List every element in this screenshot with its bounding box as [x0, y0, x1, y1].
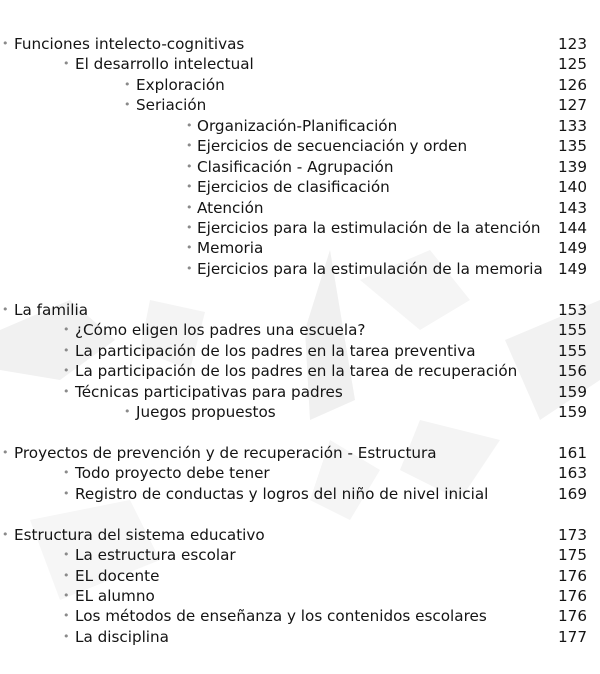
toc-entry [0, 300, 600, 320]
toc-entry-label: Organización-Planificación [197, 116, 398, 135]
toc-entry [0, 586, 600, 606]
bullet-icon: • [63, 384, 70, 398]
toc-entry [0, 34, 600, 54]
toc-section [0, 525, 600, 648]
toc-entry-page: 143 [558, 198, 587, 217]
toc-entry [0, 259, 600, 279]
bullet-icon: • [63, 548, 70, 562]
toc-entry-label: Funciones intelecto-cognitivas [14, 35, 245, 53]
bullet-icon: • [186, 200, 193, 214]
toc-entry-label: Estructura del sistema educativo [14, 525, 265, 544]
toc-entry-label: EL docente [75, 566, 160, 585]
toc-entry-label: Exploración [136, 75, 225, 94]
toc-entry-label: Los métodos de enseñanza y los contenidos escolares [75, 607, 487, 626]
bullet-icon: • [124, 404, 131, 418]
bullet-icon: • [186, 159, 193, 173]
toc-entry [0, 95, 600, 115]
toc-entry-page: 155 [558, 321, 587, 340]
bullet-icon: • [63, 343, 70, 357]
toc-entry-page: 155 [558, 341, 587, 360]
toc-entry-label: Memoria [197, 239, 264, 258]
toc-entry-page: 125 [558, 55, 587, 74]
toc-entry-page: 176 [558, 566, 587, 585]
toc-entry-page: 156 [558, 362, 587, 381]
toc-entry [0, 606, 600, 626]
toc-entry-label: Seriación [136, 96, 207, 115]
toc-entry [0, 116, 600, 136]
toc-entry-page: 135 [558, 137, 587, 156]
toc-entry [0, 198, 600, 218]
toc-entry-label: Clasificación - Agrupación [197, 157, 394, 176]
bullet-icon: • [2, 302, 9, 316]
toc-entry-label: La familia [14, 300, 89, 319]
toc-entry-page: 161 [558, 443, 587, 462]
toc-entry [0, 341, 600, 361]
bullet-icon: • [124, 77, 131, 91]
toc-entry [0, 157, 600, 177]
toc-section [0, 300, 600, 423]
bullet-icon: • [186, 220, 193, 234]
toc-entry-label: El desarrollo intelectual [75, 55, 254, 74]
toc-entry [0, 627, 600, 647]
bullet-icon: • [2, 527, 9, 541]
toc-entry [0, 238, 600, 258]
toc-entry-page: 126 [558, 75, 587, 94]
toc-entry-page: 153 [558, 300, 587, 319]
toc-entry-page: 176 [558, 607, 587, 626]
toc-entry-label: EL alumno [75, 587, 155, 605]
toc-entry-page: 177 [558, 627, 587, 646]
toc-entry-label: Ejercicios de secuenciación y orden [197, 137, 468, 156]
toc-entry-page: 133 [558, 116, 587, 135]
toc-entry-page: 159 [558, 402, 587, 421]
toc-entry [0, 382, 600, 402]
toc-entry-label: La disciplina [75, 627, 169, 646]
bullet-icon: • [186, 139, 193, 153]
toc-entry [0, 525, 600, 545]
toc-entry-page: 139 [558, 157, 587, 176]
toc-entry-page: 149 [558, 239, 587, 258]
bullet-icon: • [186, 118, 193, 132]
bullet-icon: • [63, 486, 70, 500]
toc-entry [0, 54, 600, 74]
toc-entry [0, 361, 600, 381]
toc-entry [0, 463, 600, 483]
toc-entry-label: Atención [197, 198, 264, 217]
toc-entry-page: 176 [558, 587, 587, 605]
toc-entry [0, 484, 600, 504]
toc-entry-label: Juegos propuestos [136, 402, 276, 421]
toc-section [0, 443, 600, 504]
toc-entry-page: 159 [558, 382, 587, 401]
toc-entry-label: Proyectos de prevención y de recuperación - Estructura [14, 443, 437, 462]
toc-entry-page: 144 [558, 218, 587, 237]
toc-entry-page: 173 [558, 525, 587, 544]
toc-entry-page: 175 [558, 546, 587, 565]
toc-entry-page: 163 [558, 464, 587, 483]
bullet-icon: • [63, 57, 70, 71]
toc-entry [0, 545, 600, 565]
toc-entry [0, 177, 600, 197]
toc-entry-label: Todo proyecto debe tener [75, 464, 270, 483]
table-of-contents [0, 34, 600, 668]
toc-entry-page: 127 [558, 96, 587, 115]
toc-entry-label: Registro de conductas y logros del niño de nivel inicial [75, 484, 489, 503]
toc-entry-label: La participación de los padres en la tarea de recuperación [75, 362, 518, 381]
toc-entry [0, 136, 600, 156]
bullet-icon: • [124, 98, 131, 112]
bullet-icon: • [63, 466, 70, 480]
toc-entry-label: Ejercicios para la estimulación de la memoria [197, 259, 543, 278]
bullet-icon: • [63, 629, 70, 643]
toc-entry [0, 218, 600, 238]
bullet-icon: • [186, 180, 193, 194]
toc-entry-page: 140 [558, 178, 587, 197]
toc-entry-page: 123 [558, 35, 587, 53]
toc-entry [0, 320, 600, 340]
bullet-icon: • [63, 589, 70, 602]
toc-entry-page: 169 [558, 484, 587, 503]
bullet-icon: • [63, 323, 70, 337]
toc-entry [0, 566, 600, 586]
toc-entry [0, 402, 600, 422]
bullet-icon: • [2, 37, 9, 50]
bullet-icon: • [2, 445, 9, 459]
toc-entry [0, 443, 600, 463]
toc-entry-label: La estructura escolar [75, 546, 236, 565]
toc-entry-label: Ejercicios para la estimulación de la atención [197, 218, 541, 237]
bullet-icon: • [63, 568, 70, 582]
bullet-icon: • [63, 609, 70, 623]
toc-entry-label: Ejercicios de clasificación [197, 178, 390, 197]
bullet-icon: • [186, 261, 193, 275]
toc-entry [0, 75, 600, 95]
bullet-icon: • [186, 241, 193, 255]
toc-entry-label: Técnicas participativas para padres [75, 382, 343, 401]
bullet-icon: • [63, 364, 70, 378]
toc-section [0, 34, 600, 279]
toc-entry-label: La participación de los padres en la tarea preventiva [75, 341, 476, 360]
toc-entry-label: ¿Cómo eligen los padres una escuela? [75, 321, 366, 340]
toc-entry-page: 149 [558, 259, 587, 278]
